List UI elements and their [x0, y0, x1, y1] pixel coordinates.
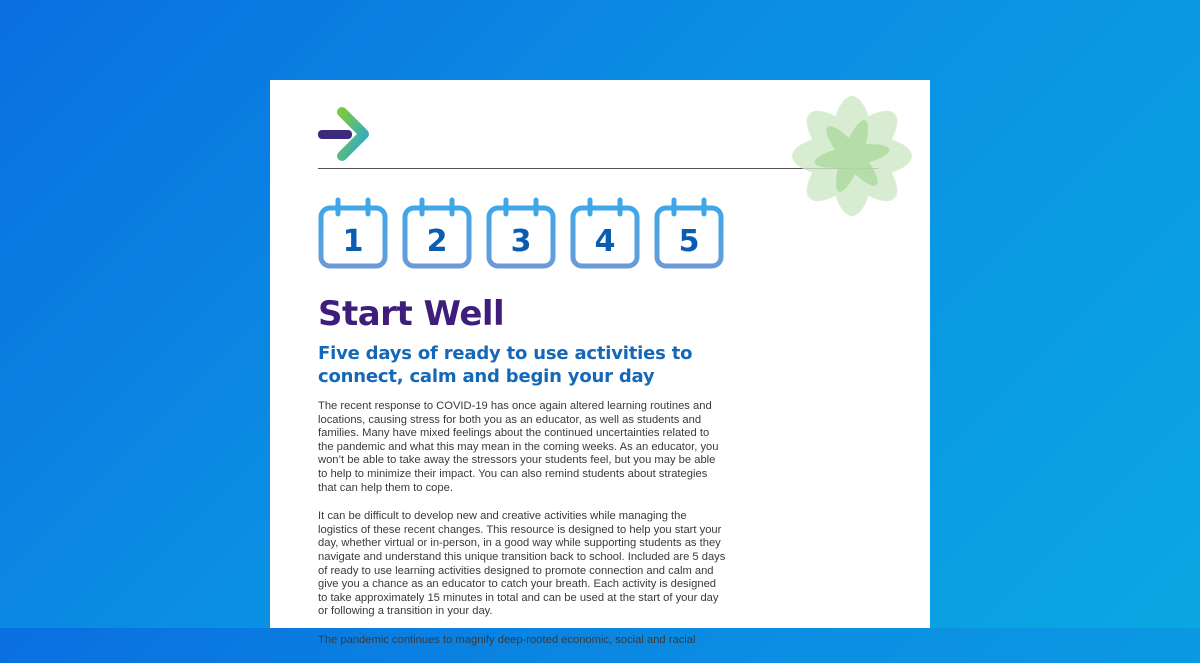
day-calendar [486, 198, 556, 270]
day-number: 2 [426, 224, 448, 259]
day-number: 4 [594, 224, 616, 259]
paragraph: The pandemic continues to magnify deep-rooted economic, social and racial [318, 633, 696, 646]
day-calendar [570, 198, 640, 270]
arrow-logo-icon [318, 110, 372, 160]
day-calendar [402, 198, 472, 270]
flower-icon [740, 70, 940, 250]
day-number: 5 [678, 224, 700, 259]
document-page [270, 80, 930, 646]
day-calendar [318, 198, 388, 270]
page-title: Start Well [318, 294, 505, 334]
paragraph: The recent response to COVID-19 has once again altered learning routines and locations, causing stress for both you as an educator, as well as students and families. Many have mixed feelings about the continued uncertainties related to the pandemic and what this may mean in the coming weeks. As an educator, you won’t be able to take away the stressors your students feel, but you may be able to help to minimize their impact. You can also remind students about strategies that can help them to cope. [318, 400, 719, 494]
day-calendar-row [318, 198, 724, 270]
paragraph: It can be difficult to develop new and creative activities while managing the logistics of these recent changes. This resource is designed to help you start your day, whether virtual or in-person, in a good way while supporting students as they navigate and understand this unique transition back to school. Included are 5 days of ready to use learning activities designed to promote connection and calm and give you a chance as an educator to catch your breath. Each activity is designed to take approximately 15 minutes in total and can be used at the start of your day or following a transition in your day. [318, 510, 726, 618]
body-text [318, 400, 726, 663]
day-number: 1 [342, 224, 364, 259]
day-number: 3 [510, 224, 532, 259]
page-subtitle: Five days of ready to use activities to connect, calm and begin your day [318, 343, 693, 387]
day-calendar [654, 198, 724, 270]
